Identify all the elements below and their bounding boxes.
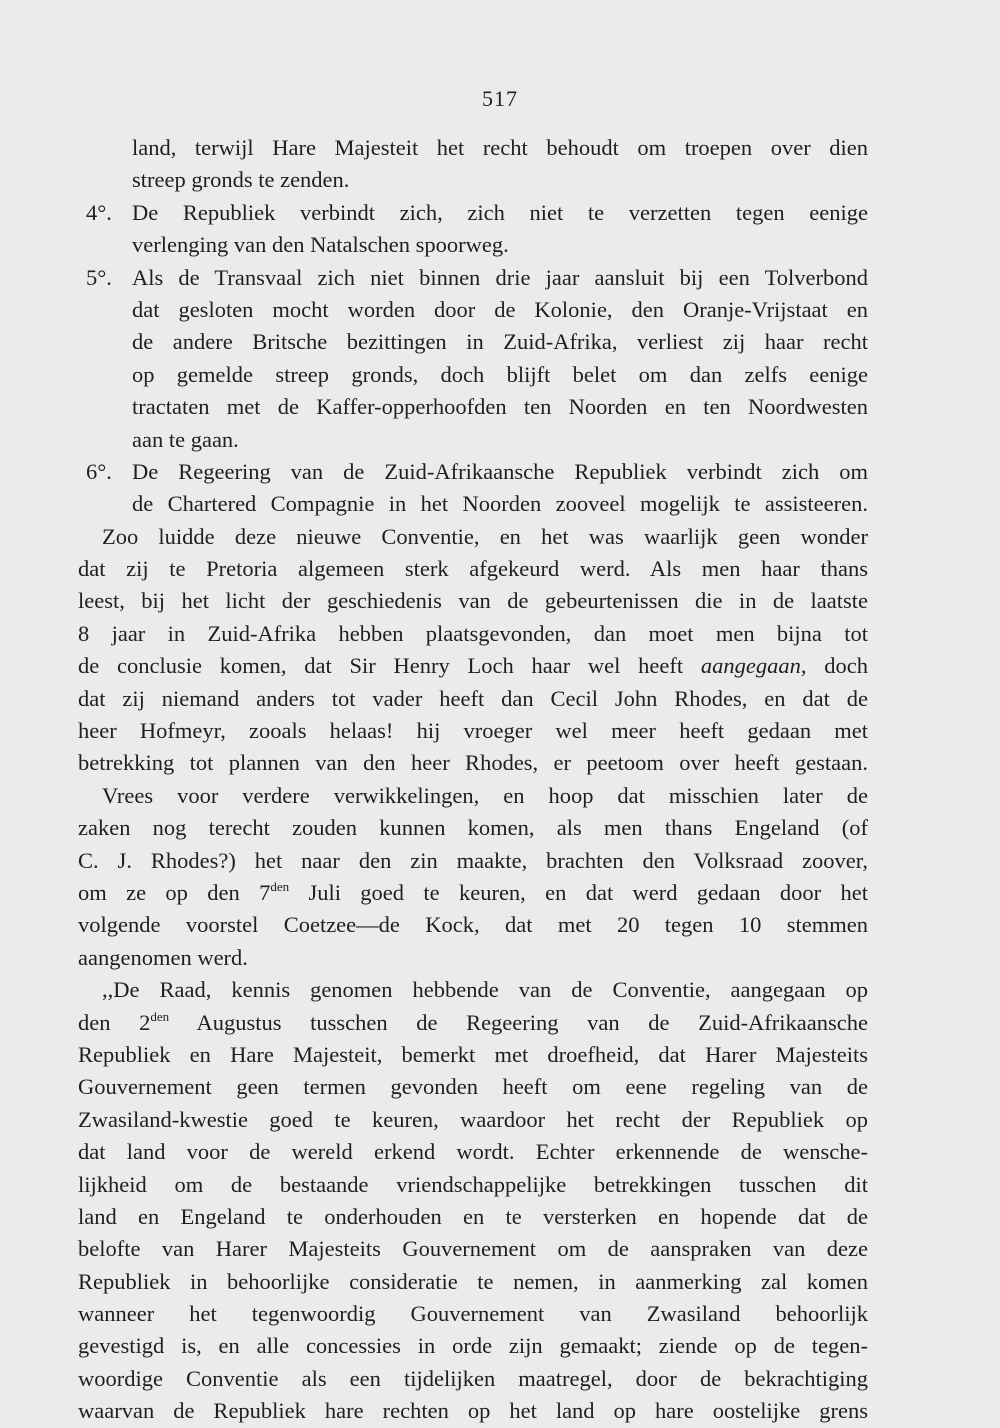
text-line xyxy=(78,1395,868,1427)
line-text: Als de Transvaal zich niet binnen drie jaar aansluit bij een Tolverbond xyxy=(132,264,868,290)
text-line xyxy=(78,1007,868,1039)
line-text: Zwasiland-kwestie goed te keuren, waardoor het recht der Republiek op xyxy=(78,1106,868,1132)
text-line xyxy=(78,1071,868,1103)
line-text: waarvan de Republiek hare rechten op het land op hare oostelijke grens xyxy=(78,1398,868,1424)
line-text-tail: Juli goed te keuren, en dat werd gedaan door het xyxy=(289,879,868,905)
line-text: Zoo luidde deze nieuwe Conventie, en het was waarlijk geen wonder xyxy=(102,523,868,549)
text-line xyxy=(78,1330,868,1362)
line-text: Vrees voor verdere verwikkelingen, en hoop dat misschien later de xyxy=(102,782,868,808)
text-line xyxy=(78,715,868,747)
text-line xyxy=(78,909,868,941)
line-text: leest, bij het licht der geschiedenis van de gebeurtenissen die in de laatste xyxy=(78,588,868,614)
line-text: op gemelde streep gronds, doch blijft belet om dan zelfs eenige xyxy=(132,361,868,387)
text-line xyxy=(78,1169,868,1201)
line-text-tail: Augustus tusschen de Regeering van de Zuid-Afrikaansche xyxy=(169,1009,868,1035)
line-text: aan te gaan. xyxy=(132,426,239,452)
line-text: heer Hofmeyr, zooals helaas! hij vroeger wel meer heeft gedaan met xyxy=(78,718,868,744)
text-line xyxy=(78,942,868,974)
line-text: Republiek in behoorlijke consideratie te nemen, in aanmerking zal komen xyxy=(78,1268,868,1294)
text-line xyxy=(78,456,868,488)
line-text: dat zij te Pretoria algemeen sterk afgekeurd werd. Als men haar thans xyxy=(78,556,868,582)
italic-text: aangegaan xyxy=(700,653,801,679)
line-text: verlenging van den Natalschen spoorweg. xyxy=(132,232,509,258)
line-text: om ze op den 7 xyxy=(78,879,271,905)
text-line xyxy=(78,1363,868,1395)
text-line xyxy=(78,780,868,812)
line-text: land, terwijl Hare Majesteit het recht behoudt om troepen over dien xyxy=(132,135,868,160)
line-text: de conclusie komen, dat Sir Henry Loch haar wel heeft xyxy=(78,653,701,679)
line-text: dat zij niemand anders tot vader heeft dan Cecil John Rhodes, en dat de xyxy=(78,685,868,711)
text-line xyxy=(78,132,868,164)
superscript: den xyxy=(270,878,290,894)
line-text: C. J. Rhodes?) het naar den zin maakte, brachten den Volksraad zoover, xyxy=(78,847,868,873)
body-text xyxy=(78,132,868,1428)
text-line xyxy=(78,650,868,682)
item-number: 5°. xyxy=(86,264,112,290)
text-line xyxy=(78,683,868,715)
line-text: lijkheid om de bestaande vriendschappelijke betrekkingen tusschen dit xyxy=(78,1171,868,1197)
text-line xyxy=(78,294,868,326)
text-line xyxy=(78,1104,868,1136)
item-number: 4°. xyxy=(86,199,112,225)
text-line xyxy=(78,1039,868,1071)
text-line xyxy=(78,1136,868,1168)
line-text: de andere Britsche bezittingen in Zuid-Afrika, verliest zij haar recht xyxy=(132,329,868,355)
text-line xyxy=(78,262,868,294)
text-line xyxy=(78,424,868,456)
line-text: De Republiek verbindt zich, zich niet te verzetten tegen eenige xyxy=(132,199,868,225)
page-number: 517 xyxy=(482,86,518,111)
text-line xyxy=(78,974,868,1006)
text-line xyxy=(78,1298,868,1330)
text-line xyxy=(78,229,868,261)
text-line xyxy=(78,585,868,617)
line-text: gevestigd is, en alle concessies in orde zijn gemaakt; ziende op de tegen- xyxy=(78,1333,868,1359)
text-line xyxy=(78,1266,868,1298)
text-line xyxy=(78,164,868,196)
text-line xyxy=(78,326,868,358)
text-line xyxy=(78,747,868,779)
text-line xyxy=(78,488,868,520)
text-line xyxy=(78,812,868,844)
line-text: belofte van Harer Majesteits Gouvernement om de aanspraken van deze xyxy=(78,1236,868,1262)
line-text: De Regeering van de Zuid-Afrikaansche Republiek verbindt zich om xyxy=(132,458,868,484)
line-text: land en Engeland te onderhouden en te versterken en hopende dat de xyxy=(78,1203,868,1229)
text-line xyxy=(78,1201,868,1233)
line-text: de Chartered Compagnie in het Noorden zooveel mogelijk te assisteeren. xyxy=(132,491,868,517)
text-line xyxy=(78,1233,868,1265)
line-text: betrekking tot plannen van den heer Rhodes, er peetoom over heeft gestaan. xyxy=(78,750,868,776)
text-line xyxy=(78,521,868,553)
superscript: den xyxy=(150,1008,170,1024)
line-text: tractaten met de Kaffer-opperhoofden ten Noorden en ten Noordwesten xyxy=(132,394,868,420)
text-line xyxy=(78,197,868,229)
text-line xyxy=(78,391,868,423)
line-text: dat gesloten mocht worden door de Kolonie, den Oranje-Vrijstaat en xyxy=(132,296,868,322)
line-text: 8 jaar in Zuid-Afrika hebben plaatsgevonden, dan moet men bijna tot xyxy=(78,620,868,646)
text-line xyxy=(78,877,868,909)
text-line xyxy=(78,845,868,877)
line-text: woordige Conventie als een tijdelijken maatregel, door de bekrachtiging xyxy=(78,1365,868,1391)
line-text: volgende voorstel Coetzee—de Kock, dat met 20 tegen 10 stemmen xyxy=(78,912,868,938)
text-line xyxy=(78,359,868,391)
line-text: dat land voor de wereld erkend wordt. Echter erkennende de wensche- xyxy=(78,1139,868,1165)
line-text: ,,De Raad, kennis genomen hebbende van de Conventie, aangegaan op xyxy=(102,977,868,1003)
line-text-tail: , doch xyxy=(800,653,868,679)
text-line xyxy=(78,553,868,585)
item-number: 6°. xyxy=(86,458,112,484)
line-text: zaken nog terecht zouden kunnen komen, als men thans Engeland (of xyxy=(78,815,868,841)
line-text: streep gronds te zenden. xyxy=(132,167,350,193)
line-text: den 2 xyxy=(78,1009,151,1035)
text-line xyxy=(78,618,868,650)
line-text: aangenomen werd. xyxy=(78,944,248,970)
line-text: wanneer het tegenwoordig Gouvernement van Zwasiland behoorlijk xyxy=(78,1301,868,1327)
line-text: Republiek en Hare Majesteit, bemerkt met droefheid, dat Harer Majesteits xyxy=(78,1041,868,1067)
line-text: Gouvernement geen termen gevonden heeft om eene regeling van de xyxy=(78,1074,868,1100)
